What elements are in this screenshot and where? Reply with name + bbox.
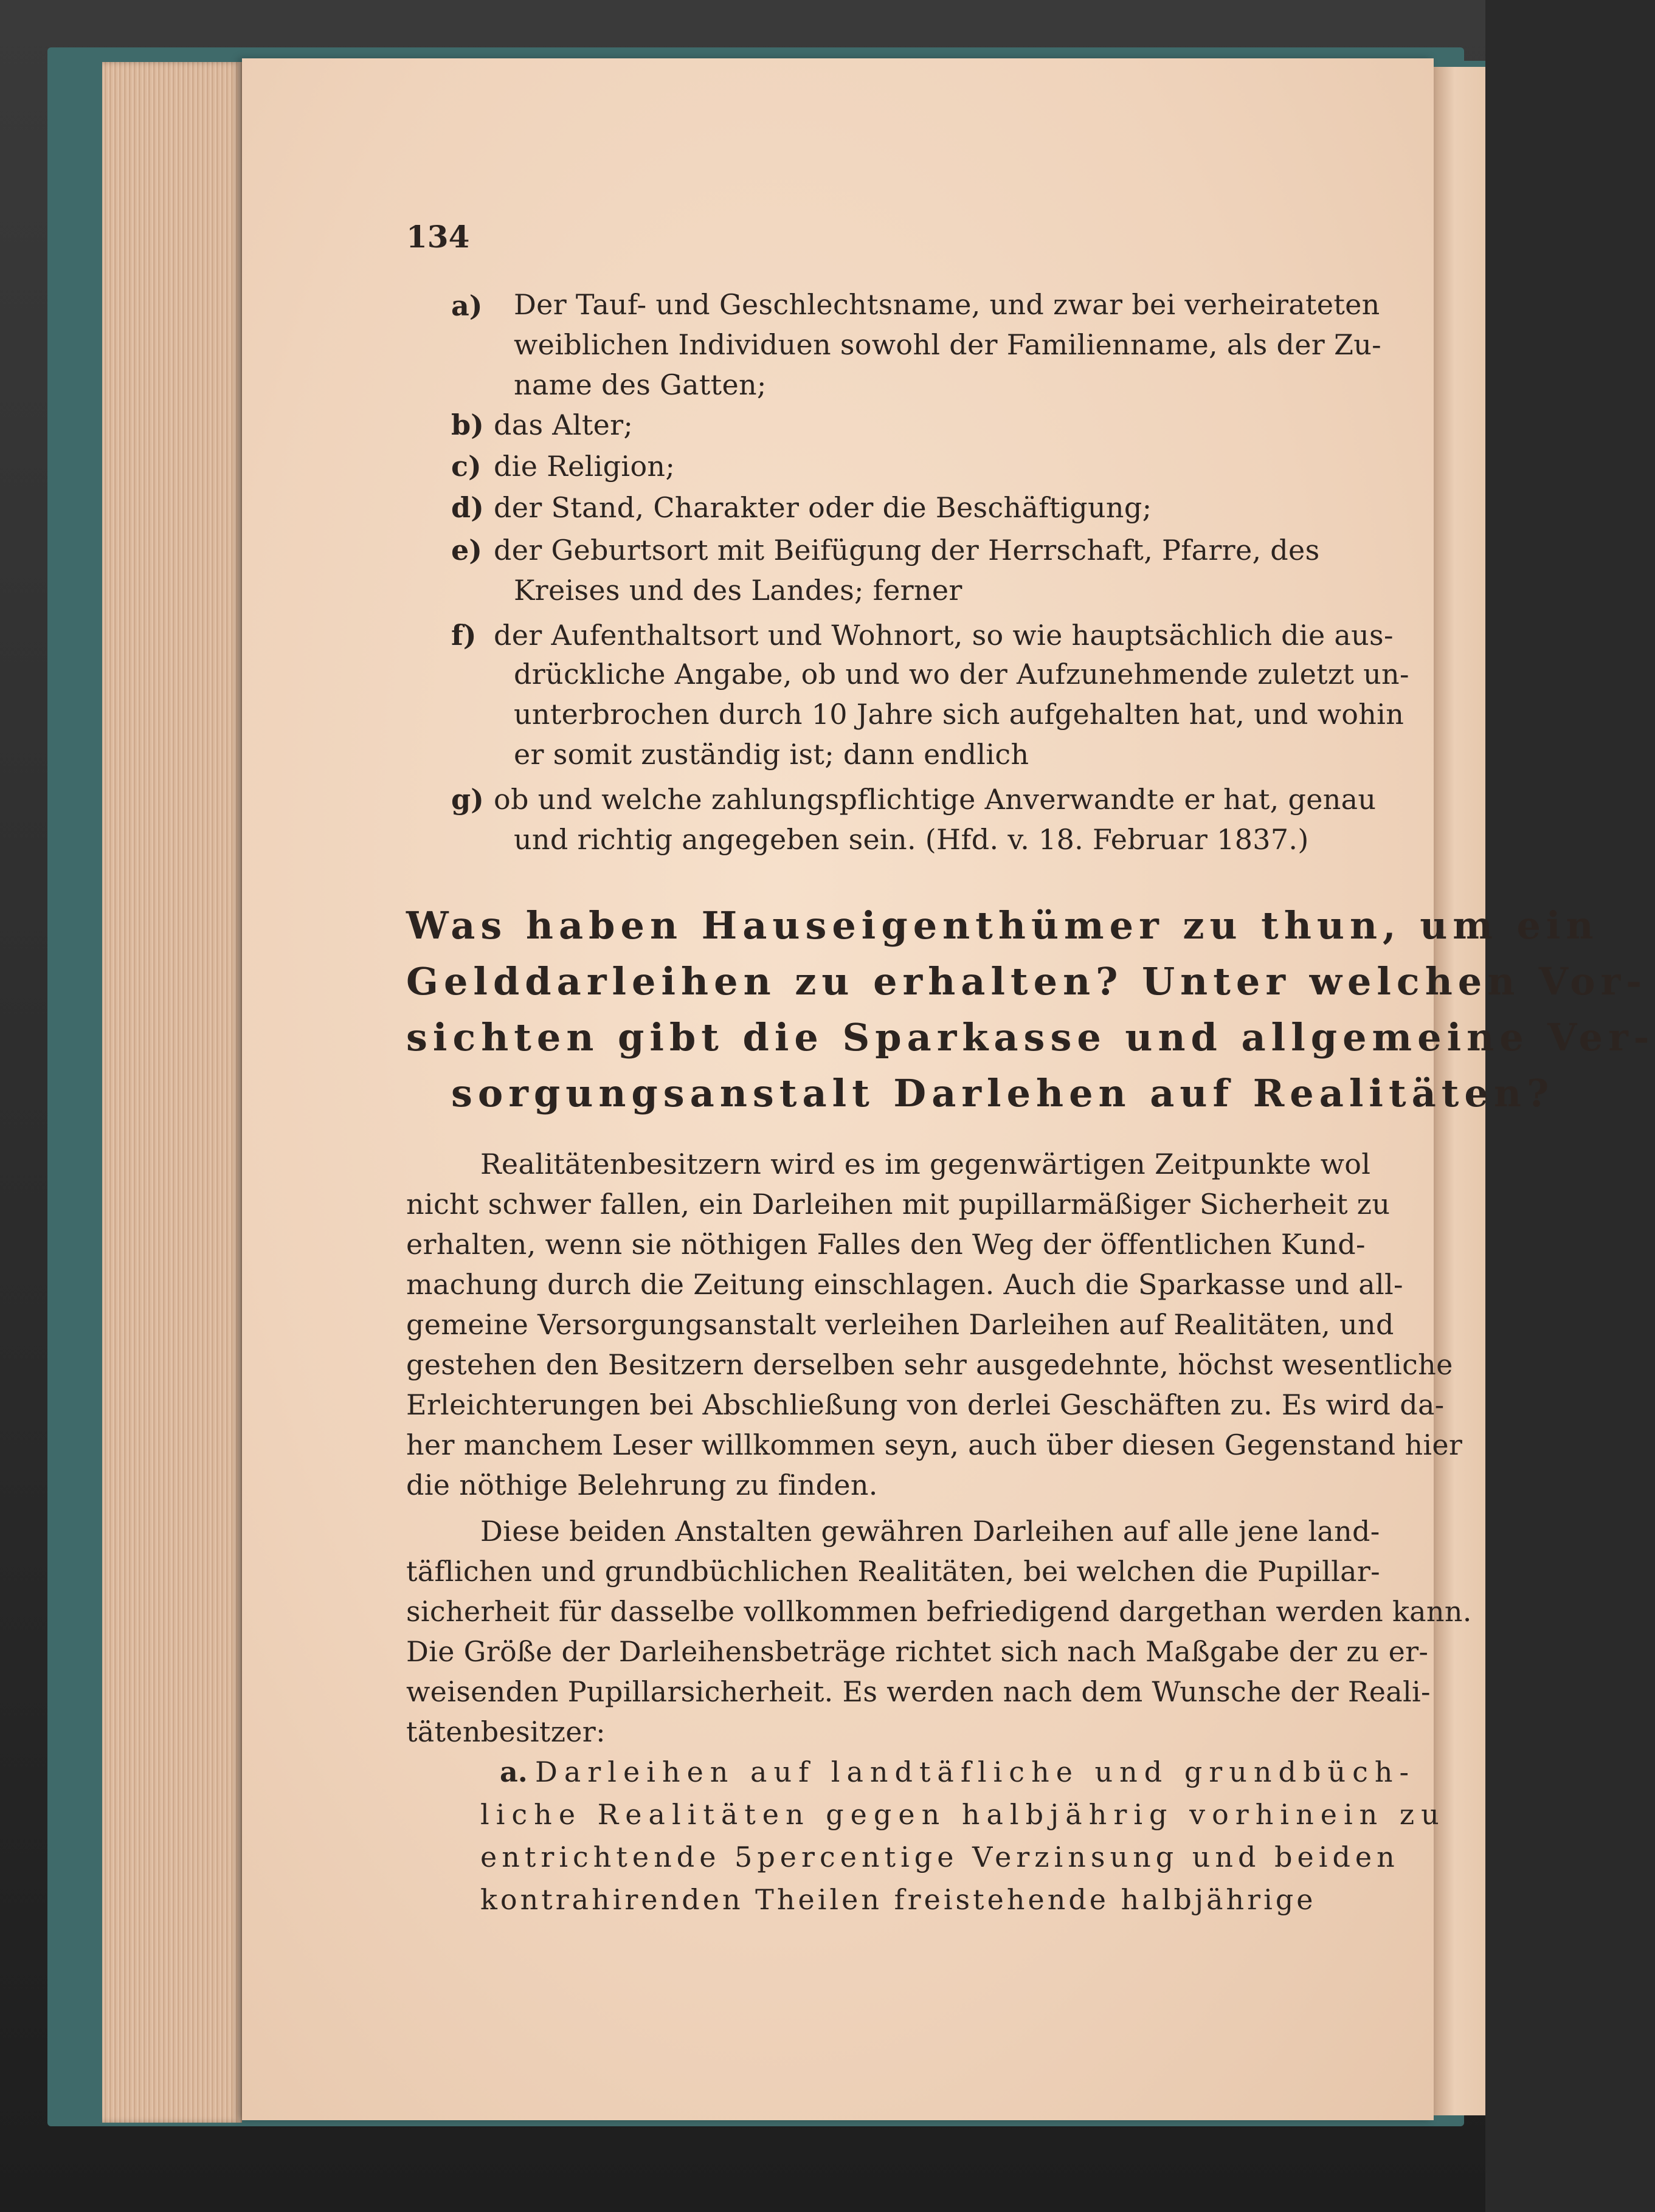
paragraph-line: Diese beiden Anstalten gewähren Darleihen auf alle jene land-	[480, 1515, 1380, 1548]
list-item-a-label: a)	[451, 289, 483, 322]
list-item-f-label: f)	[451, 619, 477, 652]
paragraph-line: Die Größe der Darleihensbeträge richtet sich nach Maßgabe der zu er-	[406, 1635, 1429, 1668]
paragraph-line: nicht schwer fallen, ein Darleihen mit pupillarmäßiger Sicherheit zu	[406, 1188, 1391, 1221]
list-item-b-line: das Alter;	[494, 408, 634, 441]
page-number: 134	[406, 219, 470, 255]
list-item-e-label: e)	[451, 534, 483, 567]
heading-line: sichten gibt die Sparkasse und allgemeine Ver-	[406, 1015, 1655, 1059]
subitem-a-label: a.	[500, 1755, 528, 1788]
list-item-a-line: name des Gatten;	[514, 368, 767, 401]
list-item-f-line: er somit zuständig ist; dann endlich	[514, 738, 1029, 771]
list-item-b-label: b)	[451, 408, 484, 441]
paragraph-line: erhalten, wenn sie nöthigen Falles den Weg der öffentlichen Kund-	[406, 1228, 1366, 1261]
list-item-f-line: unterbrochen durch 10 Jahre sich aufgehalten hat, und wohin	[514, 698, 1405, 731]
subitem-a-line: Darleihen auf landtäfliche und grundbüch-	[535, 1755, 1415, 1788]
list-item-d-label: d)	[451, 491, 484, 524]
subitem-a-line: entrichtende 5percentige Verzinsung und beiden	[480, 1841, 1400, 1873]
heading-line: Was haben Hauseigenthümer zu thun, um ein	[406, 903, 1599, 948]
list-item-e-line: Kreises und des Landes; ferner	[514, 574, 962, 607]
paragraph-line: die nöthige Belehrung zu finden.	[406, 1469, 878, 1501]
list-item-f-line: der Aufenthaltsort und Wohnort, so wie hauptsächlich die aus-	[494, 619, 1394, 652]
paragraph-line: Realitätenbesitzern wird es im gegenwärtigen Zeitpunkte wol	[480, 1148, 1371, 1180]
list-item-g-line: und richtig angegeben sein. (Hfd. v. 18. Februar 1837.)	[514, 823, 1309, 856]
paragraph-line: sicherheit für dasselbe vollkommen befriedigend dargethan werden kann.	[406, 1595, 1472, 1628]
paragraph-line: weisenden Pupillarsicherheit. Es werden nach dem Wunsche der Reali-	[406, 1675, 1431, 1708]
paragraph-line: her manchem Leser willkommen seyn, auch über diesen Gegenstand hier	[406, 1428, 1463, 1461]
heading-line: sorgungsanstalt Darlehen auf Realitäten?	[451, 1071, 1555, 1115]
subitem-a-line: kontrahirenden Theilen freistehende halbjährige	[480, 1883, 1316, 1916]
list-item-d-line: der Stand, Charakter oder die Beschäftigung;	[494, 491, 1152, 524]
list-item-a-line: weiblichen Individuen sowohl der Familienname, als der Zu-	[514, 328, 1381, 361]
paragraph-line: Erleichterungen bei Abschließung von derlei Geschäften zu. Es wird da-	[406, 1388, 1445, 1421]
paragraph-line: machung durch die Zeitung einschlagen. Auch die Sparkasse und all-	[406, 1268, 1403, 1301]
list-item-e-line: der Geburtsort mit Beifügung der Herrschaft, Pfarre, des	[494, 534, 1320, 567]
paragraph-line: tätenbesitzer:	[406, 1715, 606, 1748]
heading-line: Gelddarleihen zu erhalten? Unter welchen Vor-	[406, 959, 1648, 1004]
list-item-a-line: Der Tauf- und Geschlechtsname, und zwar bei verheirateten	[514, 288, 1380, 321]
list-item-c-line: die Religion;	[494, 450, 675, 483]
paragraph-line: täflichen und grundbüchlichen Realitäten, bei welchen die Pupillar-	[406, 1555, 1381, 1588]
paragraph-line: gemeine Versorgungsanstalt verleihen Darleihen auf Realitäten, und	[406, 1308, 1394, 1341]
list-item-g-label: g)	[451, 783, 484, 816]
subitem-a-line: liche Realitäten gegen halbjährig vorhinein zu	[480, 1798, 1446, 1831]
list-item-g-line: ob und welche zahlungspflichtige Anverwandte er hat, genau	[494, 783, 1377, 816]
list-item-f-line: drückliche Angabe, ob und wo der Aufzunehmende zuletzt un-	[514, 658, 1409, 691]
list-item-c-label: c)	[451, 450, 482, 483]
paragraph-line: gestehen den Besitzern derselben sehr ausgedehnte, höchst wesentliche	[406, 1348, 1453, 1381]
page-stack-edge	[102, 62, 242, 2123]
